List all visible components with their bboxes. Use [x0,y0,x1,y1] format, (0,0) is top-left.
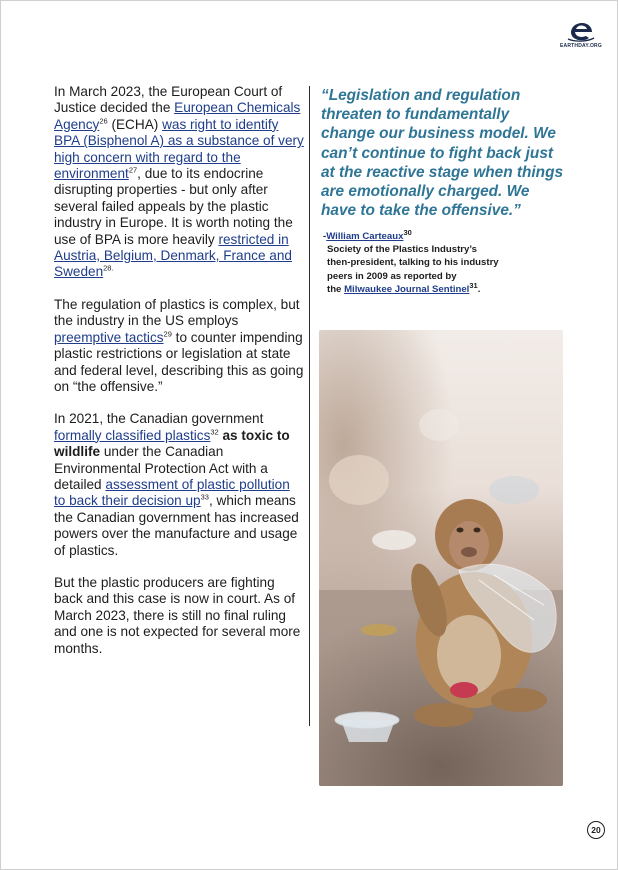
link-preemptive-tactics[interactable]: preemptive tactics [54,329,164,345]
link-bpa-restrictions[interactable]: restricted in Austria, Belgium, Denmark, France and Sweden [54,231,292,280]
earthday-e-icon [567,22,595,42]
link-assessment[interactable]: assessment of plastic pollution to back their decision up [54,476,290,509]
main-text-column [54,84,304,673]
link-echa[interactable]: European Chemicals Agency [54,100,301,132]
earthday-logo[interactable] [558,22,604,52]
link-william-carteaux[interactable]: William Carteaux [326,231,404,242]
pull-quote: “Legislation and regulation threaten to fundamentally change our business model. We can’t continue to fight back just at the reactive stage when things are emotionally charged. We have to take the offensive.” [321,87,564,220]
paragraph-court: But the plastic producers are fighting back and this case is now in court. As of March 2023, there is still no final ruling and one is not expected for several more months. [54,574,301,656]
column-divider [309,86,310,726]
link-bpa-ruling[interactable]: was right to identify BPA (Bisphenol A) as a substance of very high concern with regard to the environment [54,116,304,182]
monkey-with-plastic-photo [319,330,563,786]
paragraph-canada: In 2021, the Canadian government formally classified plastics$^{32}$ as toxic to wildlife under the Canadian Environmental Protection Act with a detailed assessment of plastic pollution to back their decision $up^{33}$, which means the Canadian government has increased powers over the manufacture and usage of plastics. [54,411,299,558]
paragraph-echa: In March 2023, the European Court of Justice decided the European Chemicals Agency$^{26}$ (ECHA) was right to identify BPA (Bisphenol A) as a substance of very high concern with regard to the environment$^{27}$, due to its endocrine disrupting properties - but only after several failed appeals by the plastic industry in Europe. It is worth noting the use of BPA is more heavily restricted in Austria, Belgium, Denmark, France and Sweden$^{28.}$ [54,84,304,280]
link-classified-plastics[interactable]: formally classified plastics [54,427,211,443]
logo-text: EARTHDAY.ORG [560,43,602,49]
link-milwaukee-journal[interactable]: Milwaukee Journal Sentinel [344,283,470,295]
quote-attribution: -William Carteaux$^{30}$ Society of the Plastics Industry’s then-president, talking to his industry peers in 2009 as reported by the Milwaukee Journal Sentinel$^{31}$. [323,227,499,295]
page-number: 20 [587,821,605,839]
paragraph-us-regulation: The regulation of plastics is complex, but the industry in the US employs preemptive tactics$^{29}$ to counter impending plastic restrictions or legislation at state and federal level, describing this as going on “the offensive.” [54,296,304,394]
